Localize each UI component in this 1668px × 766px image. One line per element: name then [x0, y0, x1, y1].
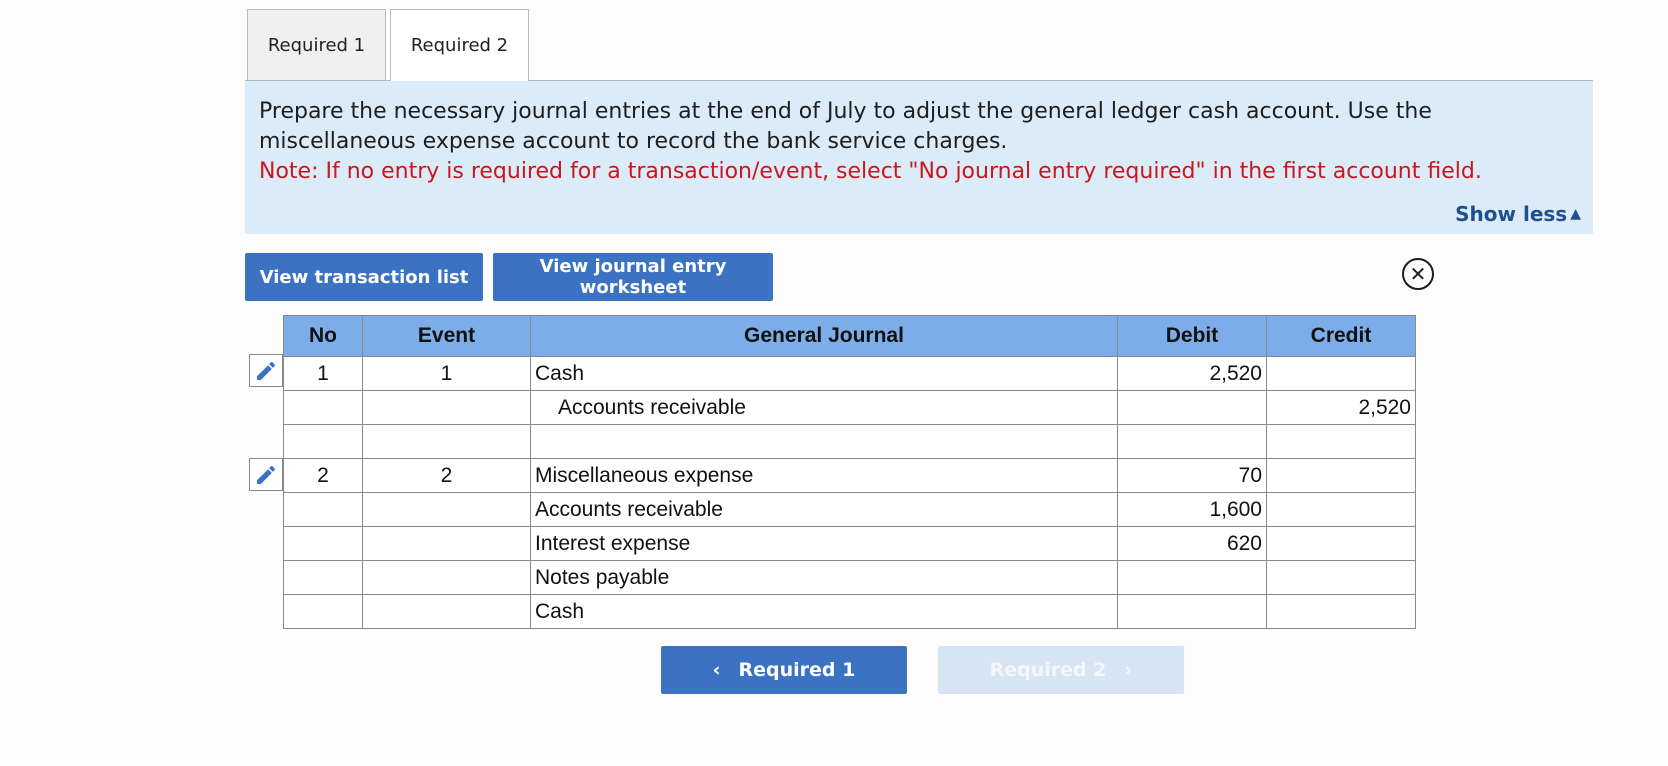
table-row	[284, 391, 1416, 425]
triangle-up-icon: ▲	[1570, 206, 1581, 222]
table-row	[284, 595, 1416, 629]
instructions-text-line-1: Prepare the necessary journal entries at the end of July to adjust the general ledger cash account. Use the	[259, 99, 1432, 124]
cell-account: Cash	[531, 595, 1118, 629]
cell-credit	[1267, 595, 1416, 629]
cell-event	[363, 527, 531, 561]
cell-event	[363, 425, 531, 459]
cell-no	[284, 391, 363, 425]
chevron-right-icon: ›	[1124, 659, 1133, 681]
instructions-text-line-2: miscellaneous expense account to record the bank service charges.	[259, 129, 1008, 154]
cell-event	[363, 391, 531, 425]
header-event: Event	[363, 316, 531, 357]
prev-button-label: Required 1	[738, 659, 856, 681]
cell-credit	[1267, 493, 1416, 527]
cell-account: Cash	[531, 357, 1118, 391]
cell-event	[363, 561, 531, 595]
cell-debit: 1,600	[1118, 493, 1267, 527]
table-header-row	[284, 316, 1416, 357]
cell-debit	[1118, 595, 1267, 629]
pencil-icon	[254, 463, 278, 487]
cell-no	[284, 493, 363, 527]
cell-debit: 70	[1118, 459, 1267, 493]
cell-no	[284, 561, 363, 595]
journal-table	[283, 315, 1416, 629]
tab-bar	[247, 9, 529, 81]
pencil-icon	[254, 359, 278, 383]
view-journal-entry-worksheet-button[interactable]: View journal entry worksheet	[493, 253, 773, 301]
instructions-note: Note: If no entry is required for a transaction/event, select "No journal entry required" in the first account field.	[259, 159, 1482, 184]
next-button-label: Required 2	[989, 659, 1107, 681]
cell-account: Interest expense	[531, 527, 1118, 561]
instructions-panel	[245, 80, 1593, 234]
cell-event	[363, 493, 531, 527]
cell-no: 1	[284, 357, 363, 391]
cell-debit: 2,520	[1118, 357, 1267, 391]
tab-required-1[interactable]: Required 1	[247, 9, 386, 80]
tab-required-2[interactable]: Required 2	[390, 9, 529, 81]
cell-credit	[1267, 425, 1416, 459]
table-row	[284, 459, 1416, 493]
cell-no	[284, 595, 363, 629]
header-credit: Credit	[1267, 316, 1416, 357]
close-circle-icon[interactable]: ✕	[1402, 258, 1434, 290]
table-row	[284, 561, 1416, 595]
table-row	[284, 357, 1416, 391]
next-required-2-button	[938, 646, 1184, 694]
cell-no	[284, 527, 363, 561]
header-debit: Debit	[1118, 316, 1267, 357]
cell-credit	[1267, 459, 1416, 493]
cell-credit	[1267, 357, 1416, 391]
cell-account: Accounts receivable	[531, 493, 1118, 527]
chevron-left-icon: ‹	[712, 659, 721, 681]
cell-account: Accounts receivable	[531, 391, 1118, 425]
table-row	[284, 493, 1416, 527]
cell-debit: 620	[1118, 527, 1267, 561]
cell-event: 2	[363, 459, 531, 493]
cell-debit	[1118, 391, 1267, 425]
cell-no	[284, 425, 363, 459]
table-row	[284, 527, 1416, 561]
show-less-label: Show less	[1455, 202, 1568, 226]
cell-credit	[1267, 561, 1416, 595]
cell-account: Notes payable	[531, 561, 1118, 595]
edit-entry-2-button[interactable]	[249, 458, 283, 491]
cell-account	[531, 425, 1118, 459]
edit-entry-1-button[interactable]	[249, 354, 283, 387]
cell-credit	[1267, 527, 1416, 561]
cell-credit: 2,520	[1267, 391, 1416, 425]
cell-account: Miscellaneous expense	[531, 459, 1118, 493]
table-row	[284, 425, 1416, 459]
show-less-link[interactable]	[1455, 202, 1581, 226]
header-general-journal: General Journal	[531, 316, 1118, 357]
cell-event: 1	[363, 357, 531, 391]
cell-debit	[1118, 561, 1267, 595]
cell-debit	[1118, 425, 1267, 459]
header-no: No	[284, 316, 363, 357]
prev-required-1-button[interactable]	[661, 646, 907, 694]
view-transaction-list-button[interactable]: View transaction list	[245, 253, 483, 301]
cell-no: 2	[284, 459, 363, 493]
cell-event	[363, 595, 531, 629]
